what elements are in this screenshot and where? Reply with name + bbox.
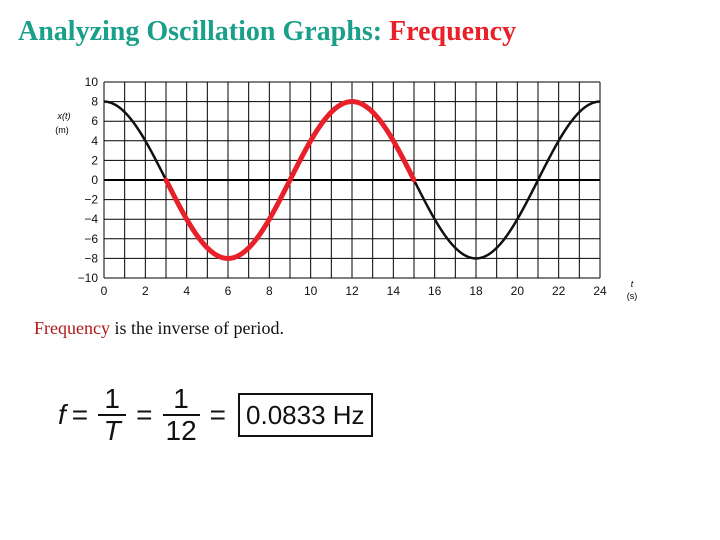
period-value: 12 [165,415,197,446]
tick-labels [78,75,607,298]
x-tick-label: 18 [469,284,483,298]
fraction-numerator: 1 [104,383,120,414]
equals-sign: = [71,399,89,430]
frequency-equation [58,380,373,450]
title-main: Analyzing Oscillation Graphs: [18,16,390,47]
y-tick-label: 4 [91,133,98,148]
x-tick-label: 8 [265,284,273,298]
y-axis-label: x(t) [57,111,71,121]
period-symbol: T [103,415,121,446]
y-axis-unit: (m) [55,125,69,135]
statement-accent: Frequency [34,318,110,338]
y-tick-label: 8 [91,94,98,109]
x-axis-unit: (s) [626,291,638,301]
x-tick-label: 12 [345,284,359,298]
axis-labels [55,111,637,301]
y-tick-label: 2 [91,153,98,168]
x-tick-label: 4 [183,284,191,298]
equals-sign: = [209,399,227,430]
y-tick-label: 0 [91,173,98,187]
equals-sign: = [136,399,153,430]
x-axis-label: t [630,279,634,289]
y-tick-label: −6 [84,231,98,246]
x-tick-label: 0 [100,284,108,298]
y-tick-label: −8 [84,251,98,266]
y-tick-label: 10 [84,75,98,89]
answer-box: 0.0833 Hz [238,393,373,437]
fraction-numerator: 1 [173,383,189,414]
x-tick-label: 6 [224,284,232,298]
y-tick-label: −2 [84,192,98,207]
y-tick-label: −4 [84,212,98,227]
inverse-period-fraction [98,384,126,446]
x-tick-label: 20 [510,284,525,298]
x-tick-label: 16 [427,284,442,298]
x-tick-label: 10 [303,284,318,298]
statement-rest: is the inverse of period. [109,318,284,338]
numeric-fraction [163,384,200,446]
x-tick-label: 2 [141,284,149,298]
y-tick-label: 6 [91,114,98,129]
frequency-symbol: f [58,399,66,430]
x-tick-label: 22 [551,284,566,298]
y-tick-label: −10 [77,271,98,285]
title-accent: Frequency [389,16,517,47]
grid [104,82,600,278]
frequency-statement [34,318,284,339]
x-tick-label: 24 [593,284,607,298]
x-tick-label: 14 [386,284,401,298]
